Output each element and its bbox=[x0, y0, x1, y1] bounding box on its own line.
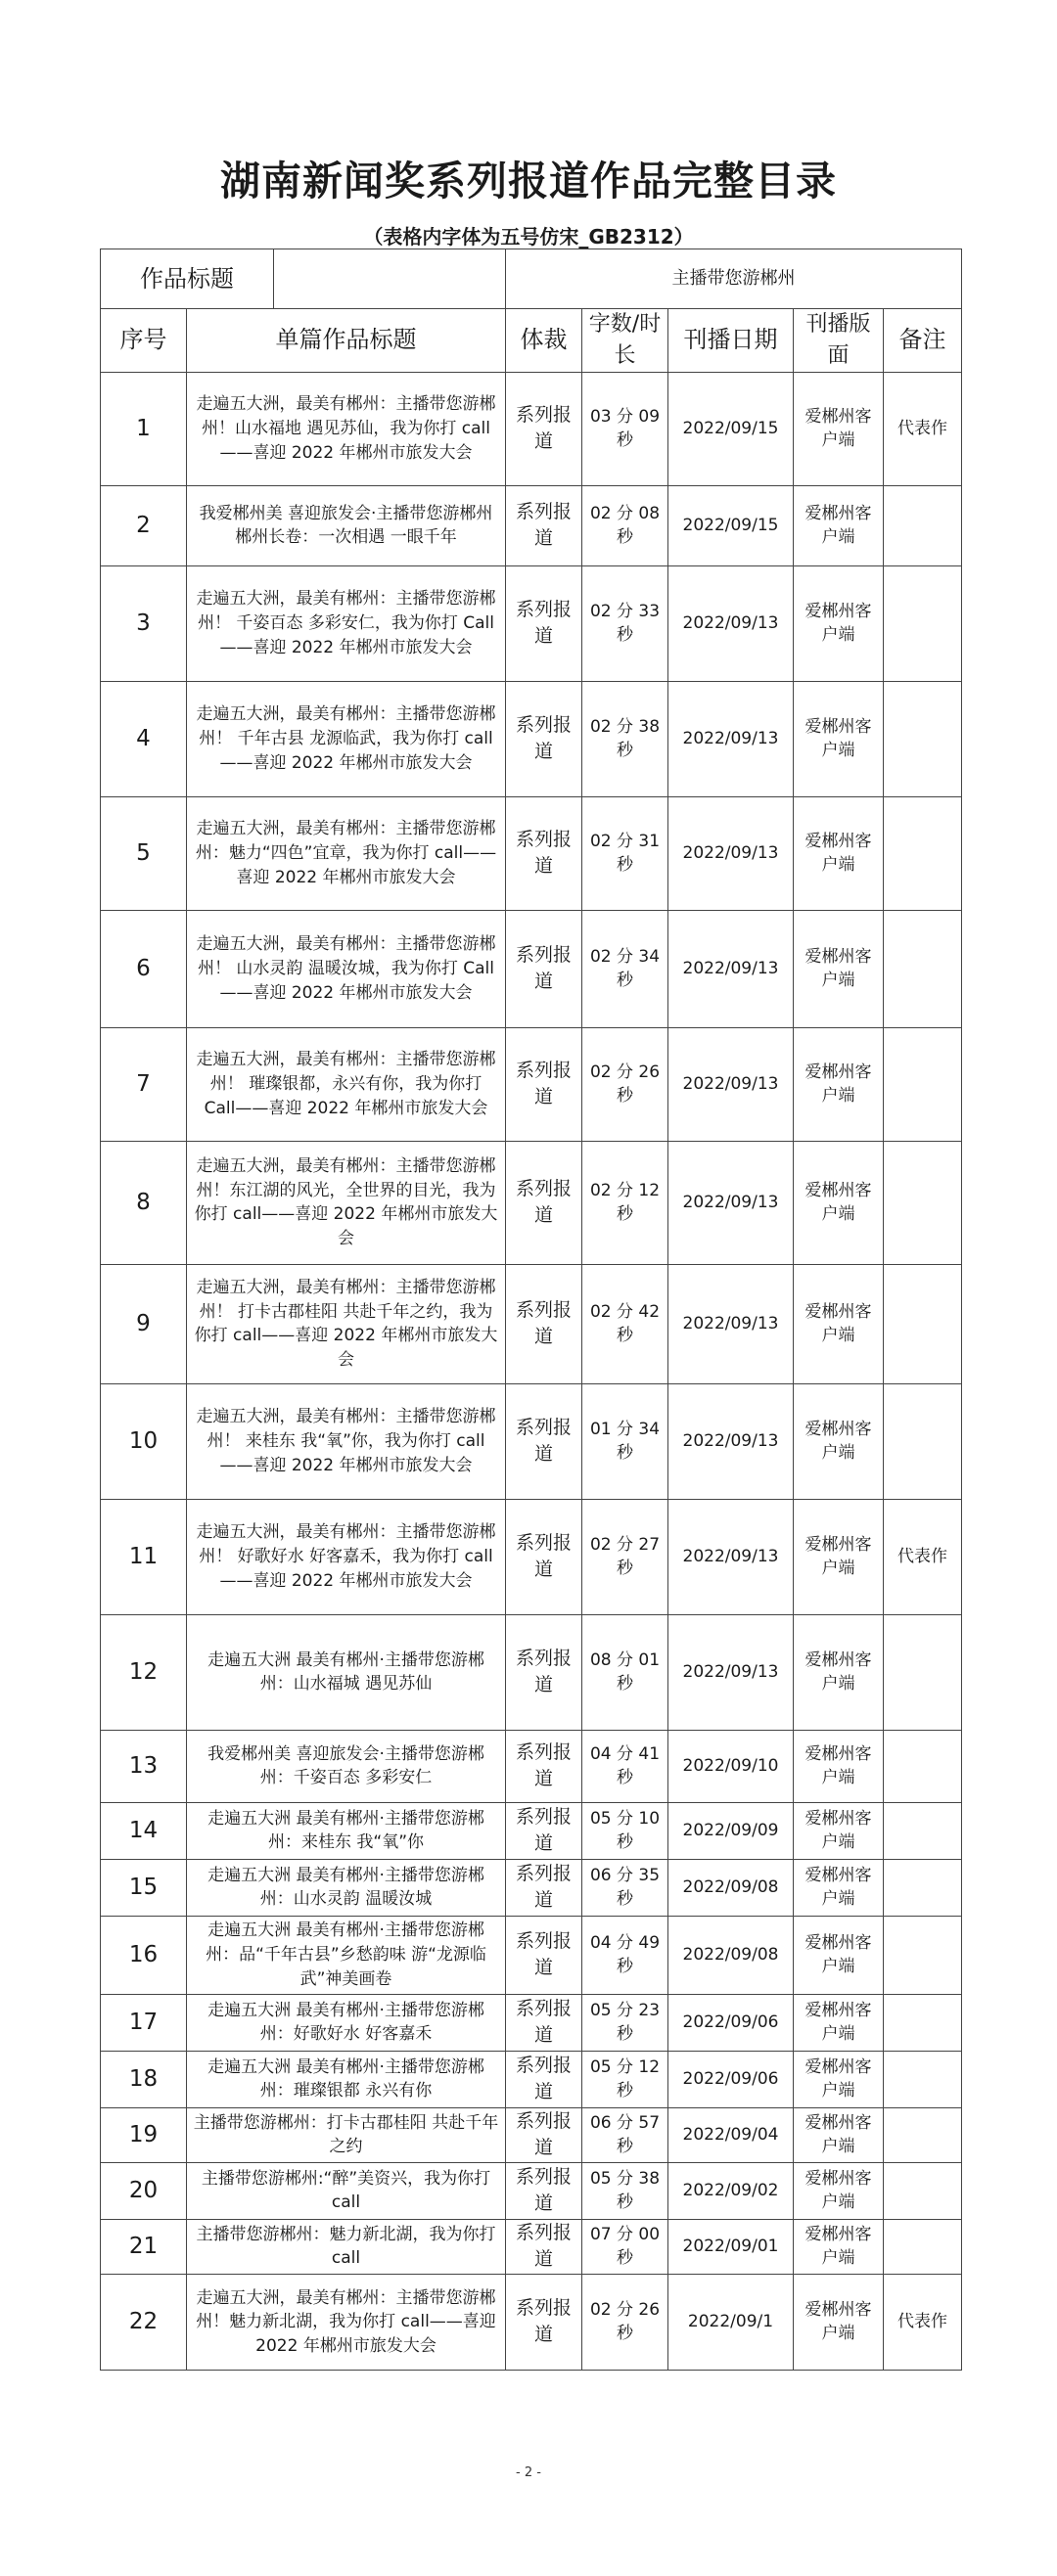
row-work-title: 走遍五大洲，最美有郴州：主播带您游郴州！ 山水灵韵 温暖汝城，我为你打 Call——喜迎 2022 年郴州市旅发大会 bbox=[187, 910, 506, 1027]
row-work-title: 走遍五大洲，最美有郴州：主播带您游郴州！ 来桂东 我“氧”你，我为你打 call——喜迎 2022 年郴州市旅发大会 bbox=[187, 1383, 506, 1499]
table-row bbox=[101, 565, 962, 681]
table-row bbox=[101, 796, 962, 910]
row-note bbox=[884, 1141, 962, 1264]
row-genre: 系列报道 bbox=[506, 681, 582, 796]
row-number: 22 bbox=[101, 2274, 187, 2370]
row-genre: 系列报道 bbox=[506, 565, 582, 681]
row-duration: 02 分 26 秒 bbox=[582, 2274, 668, 2370]
row-work-title: 主播带您游郴州：魅力新北湖，我为你打 call bbox=[187, 2219, 506, 2274]
row-number: 16 bbox=[101, 1916, 187, 1994]
row-duration: 02 分 31 秒 bbox=[582, 796, 668, 910]
row-media: 爱郴州客户端 bbox=[794, 2274, 884, 2370]
row-duration: 08 分 01 秒 bbox=[582, 1614, 668, 1730]
row-genre: 系列报道 bbox=[506, 1994, 582, 2051]
row-media: 爱郴州客户端 bbox=[794, 1383, 884, 1499]
row-note bbox=[884, 796, 962, 910]
row-note bbox=[884, 1730, 962, 1802]
row-note bbox=[884, 1264, 962, 1383]
row-date: 2022/09/13 bbox=[668, 1141, 794, 1264]
row-note bbox=[884, 2162, 962, 2219]
col-header-duration: 字数/时长 bbox=[582, 309, 668, 373]
work-title-row bbox=[101, 249, 962, 309]
row-date: 2022/09/13 bbox=[668, 1499, 794, 1614]
row-date: 2022/09/08 bbox=[668, 1859, 794, 1916]
row-genre: 系列报道 bbox=[506, 1264, 582, 1383]
work-title-label-cell bbox=[101, 249, 506, 309]
row-genre: 系列报道 bbox=[506, 1383, 582, 1499]
row-work-title: 走遍五大洲，最美有郴州：主播带您游郴州！ 打卡古郡桂阳 共赴千年之约，我为你打 call——喜迎 2022 年郴州市旅发大会 bbox=[187, 1264, 506, 1383]
col-header-work: 单篇作品标题 bbox=[187, 309, 506, 373]
row-note bbox=[884, 910, 962, 1027]
table-row bbox=[101, 1802, 962, 1859]
row-media: 爱郴州客户端 bbox=[794, 1859, 884, 1916]
row-number: 3 bbox=[101, 565, 187, 681]
row-media: 爱郴州客户端 bbox=[794, 796, 884, 910]
row-duration: 02 分 08 秒 bbox=[582, 485, 668, 565]
row-work-title: 走遍五大洲，最美有郴州：主播带您游郴州！东江湖的风光，全世界的目光，我为你打 call——喜迎 2022 年郴州市旅发大会 bbox=[187, 1141, 506, 1264]
row-media: 爱郴州客户端 bbox=[794, 1994, 884, 2051]
row-date: 2022/09/08 bbox=[668, 1916, 794, 1994]
row-work-title: 走遍五大洲，最美有郴州：主播带您游郴州！ 璀璨银都，永兴有你，我为你打 Call——喜迎 2022 年郴州市旅发大会 bbox=[187, 1027, 506, 1141]
row-work-title: 我爱郴州美 喜迎旅发会·主播带您游郴州 郴州长卷：一次相遇 一眼千年 bbox=[187, 485, 506, 565]
row-duration: 06 分 57 秒 bbox=[582, 2107, 668, 2162]
row-number: 12 bbox=[101, 1614, 187, 1730]
table-row bbox=[101, 1027, 962, 1141]
row-number: 10 bbox=[101, 1383, 187, 1499]
row-work-title: 走遍五大洲，最美有郴州：主播带您游郴州！魅力新北湖，我为你打 call——喜迎 2022 年郴州市旅发大会 bbox=[187, 2274, 506, 2370]
row-note bbox=[884, 485, 962, 565]
row-note bbox=[884, 2051, 962, 2107]
page-title: 湖南新闻奖系列报道作品完整目录 bbox=[220, 158, 837, 204]
row-duration: 04 分 49 秒 bbox=[582, 1916, 668, 1994]
table-row bbox=[101, 2162, 962, 2219]
row-number: 14 bbox=[101, 1802, 187, 1859]
row-genre: 系列报道 bbox=[506, 1730, 582, 1802]
col-header-genre: 体裁 bbox=[506, 309, 582, 373]
row-date: 2022/09/04 bbox=[668, 2107, 794, 2162]
work-title-label: 作品标题 bbox=[101, 249, 274, 308]
row-work-title: 走遍五大洲，最美有郴州：主播带您游郴州！ 千姿百态 多彩安仁，我为你打 Call——喜迎 2022 年郴州市旅发大会 bbox=[187, 565, 506, 681]
table-row bbox=[101, 1859, 962, 1916]
row-duration: 02 分 34 秒 bbox=[582, 910, 668, 1027]
row-note bbox=[884, 1859, 962, 1916]
row-duration: 01 分 34 秒 bbox=[582, 1383, 668, 1499]
row-date: 2022/09/1 bbox=[668, 2274, 794, 2370]
row-genre: 系列报道 bbox=[506, 1802, 582, 1859]
table-row bbox=[101, 485, 962, 565]
row-work-title: 走遍五大洲，最美有郴州：主播带您游郴州：魅力“四色”宜章，我为你打 call——喜迎 2022 年郴州市旅发大会 bbox=[187, 796, 506, 910]
row-genre: 系列报道 bbox=[506, 2274, 582, 2370]
row-genre: 系列报道 bbox=[506, 1141, 582, 1264]
row-media: 爱郴州客户端 bbox=[794, 1916, 884, 1994]
row-media: 爱郴州客户端 bbox=[794, 2107, 884, 2162]
row-note bbox=[884, 681, 962, 796]
row-media: 爱郴州客户端 bbox=[794, 1614, 884, 1730]
row-number: 11 bbox=[101, 1499, 187, 1614]
row-date: 2022/09/13 bbox=[668, 910, 794, 1027]
table-row bbox=[101, 2274, 962, 2370]
row-genre: 系列报道 bbox=[506, 372, 582, 485]
row-genre: 系列报道 bbox=[506, 2162, 582, 2219]
row-date: 2022/09/13 bbox=[668, 1383, 794, 1499]
row-number: 7 bbox=[101, 1027, 187, 1141]
row-duration: 05 分 10 秒 bbox=[582, 1802, 668, 1859]
row-note: 代表作 bbox=[884, 2274, 962, 2370]
table-row bbox=[101, 681, 962, 796]
row-duration: 02 分 27 秒 bbox=[582, 1499, 668, 1614]
row-work-title: 走遍五大洲 最美有郴州·主播带您游郴州：山水福城 遇见苏仙 bbox=[187, 1614, 506, 1730]
row-number: 9 bbox=[101, 1264, 187, 1383]
column-header-row bbox=[101, 309, 962, 373]
row-media: 爱郴州客户端 bbox=[794, 565, 884, 681]
row-note: 代表作 bbox=[884, 372, 962, 485]
row-duration: 07 分 00 秒 bbox=[582, 2219, 668, 2274]
table-row bbox=[101, 1383, 962, 1499]
row-date: 2022/09/01 bbox=[668, 2219, 794, 2274]
row-note bbox=[884, 1027, 962, 1141]
row-media: 爱郴州客户端 bbox=[794, 1264, 884, 1383]
row-note bbox=[884, 2219, 962, 2274]
row-media: 爱郴州客户端 bbox=[794, 1802, 884, 1859]
row-number: 15 bbox=[101, 1859, 187, 1916]
row-duration: 02 分 26 秒 bbox=[582, 1027, 668, 1141]
table-row bbox=[101, 1994, 962, 2051]
row-date: 2022/09/15 bbox=[668, 485, 794, 565]
row-number: 1 bbox=[101, 372, 187, 485]
row-number: 20 bbox=[101, 2162, 187, 2219]
row-work-title: 走遍五大洲，最美有郴州：主播带您游郴州！山水福地 遇见苏仙，我为你打 call——喜迎 2022 年郴州市旅发大会 bbox=[187, 372, 506, 485]
row-note bbox=[884, 1802, 962, 1859]
row-genre: 系列报道 bbox=[506, 1027, 582, 1141]
row-duration: 06 分 35 秒 bbox=[582, 1859, 668, 1916]
table-row bbox=[101, 2107, 962, 2162]
row-number: 2 bbox=[101, 485, 187, 565]
table-row bbox=[101, 1614, 962, 1730]
row-number: 17 bbox=[101, 1994, 187, 2051]
col-header-media: 刊播版面 bbox=[794, 309, 884, 373]
row-duration: 02 分 42 秒 bbox=[582, 1264, 668, 1383]
row-media: 爱郴州客户端 bbox=[794, 485, 884, 565]
table-row bbox=[101, 372, 962, 485]
row-media: 爱郴州客户端 bbox=[794, 2051, 884, 2107]
table-row bbox=[101, 1141, 962, 1264]
row-genre: 系列报道 bbox=[506, 2219, 582, 2274]
row-work-title: 主播带您游郴州:“醉”美资兴，我为你打 call bbox=[187, 2162, 506, 2219]
row-genre: 系列报道 bbox=[506, 1916, 582, 1994]
row-date: 2022/09/13 bbox=[668, 1264, 794, 1383]
row-genre: 系列报道 bbox=[506, 796, 582, 910]
row-media: 爱郴州客户端 bbox=[794, 1499, 884, 1614]
row-duration: 03 分 09 秒 bbox=[582, 372, 668, 485]
row-date: 2022/09/15 bbox=[668, 372, 794, 485]
row-genre: 系列报道 bbox=[506, 1499, 582, 1614]
table-row bbox=[101, 1499, 962, 1614]
row-date: 2022/09/09 bbox=[668, 1802, 794, 1859]
row-genre: 系列报道 bbox=[506, 1859, 582, 1916]
row-media: 爱郴州客户端 bbox=[794, 372, 884, 485]
row-work-title: 走遍五大洲，最美有郴州：主播带您游郴州！ 好歌好水 好客嘉禾，我为你打 call——喜迎 2022 年郴州市旅发大会 bbox=[187, 1499, 506, 1614]
row-date: 2022/09/02 bbox=[668, 2162, 794, 2219]
page-subtitle: （表格内字体为五号仿宋_GB2312） bbox=[363, 225, 694, 249]
row-number: 6 bbox=[101, 910, 187, 1027]
row-media: 爱郴州客户端 bbox=[794, 1027, 884, 1141]
row-note bbox=[884, 1916, 962, 1994]
row-duration: 05 分 12 秒 bbox=[582, 2051, 668, 2107]
row-media: 爱郴州客户端 bbox=[794, 681, 884, 796]
row-number: 18 bbox=[101, 2051, 187, 2107]
row-media: 爱郴州客户端 bbox=[794, 1730, 884, 1802]
row-work-title: 走遍五大洲 最美有郴州·主播带您游郴州：璀璨银都 永兴有你 bbox=[187, 2051, 506, 2107]
row-date: 2022/09/06 bbox=[668, 1994, 794, 2051]
row-note: 代表作 bbox=[884, 1499, 962, 1614]
row-media: 爱郴州客户端 bbox=[794, 2162, 884, 2219]
row-note bbox=[884, 2107, 962, 2162]
row-number: 13 bbox=[101, 1730, 187, 1802]
catalog-table bbox=[100, 249, 962, 2371]
col-header-no: 序号 bbox=[101, 309, 187, 373]
row-number: 8 bbox=[101, 1141, 187, 1264]
row-genre: 系列报道 bbox=[506, 485, 582, 565]
row-duration: 02 分 33 秒 bbox=[582, 565, 668, 681]
row-media: 爱郴州客户端 bbox=[794, 910, 884, 1027]
table-row bbox=[101, 1916, 962, 1994]
row-work-title: 走遍五大洲 最美有郴州·主播带您游郴州：好歌好水 好客嘉禾 bbox=[187, 1994, 506, 2051]
row-date: 2022/09/10 bbox=[668, 1730, 794, 1802]
row-work-title: 走遍五大洲 最美有郴州·主播带您游郴州：品“千年古县”乡愁韵味 游“龙源临武”神美画卷 bbox=[187, 1916, 506, 1994]
row-duration: 02 分 12 秒 bbox=[582, 1141, 668, 1264]
row-note bbox=[884, 565, 962, 681]
col-header-note: 备注 bbox=[884, 309, 962, 373]
row-work-title: 走遍五大洲 最美有郴州·主播带您游郴州：山水灵韵 温暖汝城 bbox=[187, 1859, 506, 1916]
row-work-title: 主播带您游郴州：打卡古郡桂阳 共赴千年之约 bbox=[187, 2107, 506, 2162]
row-note bbox=[884, 1614, 962, 1730]
row-number: 19 bbox=[101, 2107, 187, 2162]
page-number: - 2 - bbox=[516, 2465, 541, 2480]
row-work-title: 走遍五大洲 最美有郴州·主播带您游郴州：来桂东 我“氧”你 bbox=[187, 1802, 506, 1859]
row-genre: 系列报道 bbox=[506, 1614, 582, 1730]
row-note bbox=[884, 1994, 962, 2051]
row-genre: 系列报道 bbox=[506, 910, 582, 1027]
row-number: 5 bbox=[101, 796, 187, 910]
table-row bbox=[101, 2219, 962, 2274]
row-duration: 05 分 38 秒 bbox=[582, 2162, 668, 2219]
row-number: 21 bbox=[101, 2219, 187, 2274]
work-title-value: 主播带您游郴州 bbox=[506, 249, 962, 309]
row-date: 2022/09/13 bbox=[668, 796, 794, 910]
row-note bbox=[884, 1383, 962, 1499]
table-row bbox=[101, 1264, 962, 1383]
row-work-title: 走遍五大洲，最美有郴州：主播带您游郴州！ 千年古县 龙源临武，我为你打 call——喜迎 2022 年郴州市旅发大会 bbox=[187, 681, 506, 796]
table-row bbox=[101, 1730, 962, 1802]
row-duration: 05 分 23 秒 bbox=[582, 1994, 668, 2051]
row-work-title: 我爱郴州美 喜迎旅发会·主播带您游郴州：千姿百态 多彩安仁 bbox=[187, 1730, 506, 1802]
row-genre: 系列报道 bbox=[506, 2051, 582, 2107]
table-row bbox=[101, 910, 962, 1027]
col-header-date: 刊播日期 bbox=[668, 309, 794, 373]
table-row bbox=[101, 2051, 962, 2107]
row-duration: 04 分 41 秒 bbox=[582, 1730, 668, 1802]
row-genre: 系列报道 bbox=[506, 2107, 582, 2162]
row-number: 4 bbox=[101, 681, 187, 796]
row-media: 爱郴州客户端 bbox=[794, 2219, 884, 2274]
row-duration: 02 分 38 秒 bbox=[582, 681, 668, 796]
row-date: 2022/09/06 bbox=[668, 2051, 794, 2107]
row-date: 2022/09/13 bbox=[668, 1027, 794, 1141]
row-date: 2022/09/13 bbox=[668, 565, 794, 681]
row-date: 2022/09/13 bbox=[668, 1614, 794, 1730]
row-date: 2022/09/13 bbox=[668, 681, 794, 796]
row-media: 爱郴州客户端 bbox=[794, 1141, 884, 1264]
